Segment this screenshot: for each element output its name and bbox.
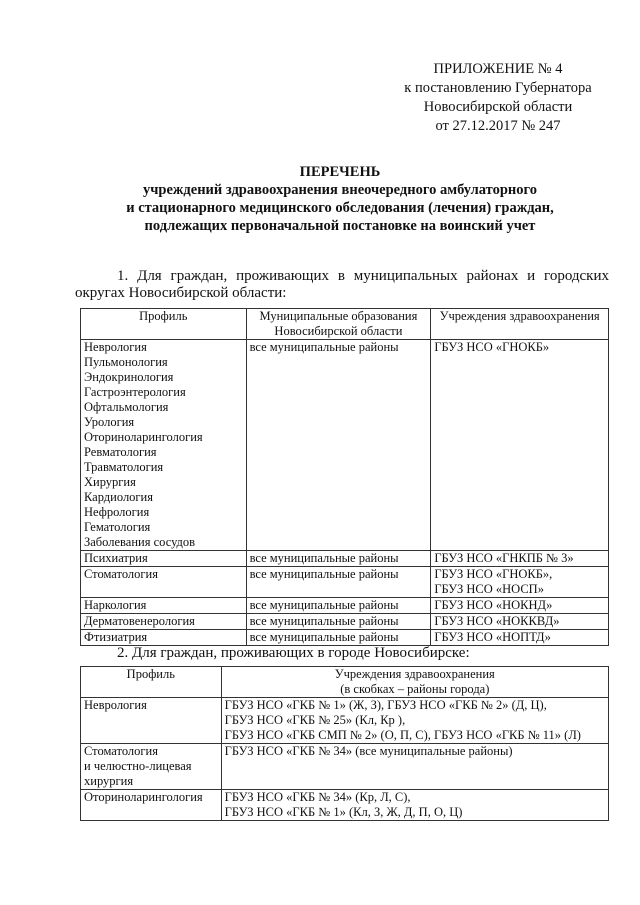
- institution-cell-line: ГБУЗ НСО «ГКБ № 1» (Ж, З), ГБУЗ НСО «ГКБ № 2» (Д, Ц),: [224, 698, 547, 712]
- profile-cell: [81, 744, 222, 790]
- profile-cell-line: и челюстно-лицевая: [84, 759, 192, 773]
- profile-cell: [81, 340, 247, 551]
- institution-cell-line: ГБУЗ НСО «НОКНД»: [434, 598, 553, 612]
- institution-cell-line: ГБУЗ НСО «ГКБ № 25» (Кл, Кр ),: [224, 713, 406, 727]
- profile-cell-line: Офтальмология: [84, 400, 169, 414]
- profile-cell-line: Фтизиатрия: [84, 630, 148, 644]
- institution-cell-line: ГБУЗ НСО «ГНКПБ № 3»: [434, 551, 574, 565]
- profile-cell-line: Урология: [84, 415, 135, 429]
- table-row: [81, 630, 609, 646]
- table-row: [81, 340, 609, 551]
- institution-cell: [221, 744, 608, 790]
- document-title: [80, 163, 600, 235]
- section1-heading-line: 1. Для граждан, проживающих в муниципальных районах и городских: [117, 268, 609, 284]
- profile-cell-line: Неврология: [84, 698, 147, 712]
- municipal-cell: все муниципальные районы: [246, 340, 431, 551]
- column-header-profile: Профиль: [81, 667, 222, 698]
- table-row: [81, 744, 609, 790]
- profile-cell-line: Травматология: [84, 460, 164, 474]
- table-row: [81, 598, 609, 614]
- table-header-row: [81, 309, 609, 340]
- regions-table: [80, 308, 609, 646]
- title-line: подлежащих первоначальной постановке на воинский учет: [144, 218, 536, 234]
- institution-cell-line: ГБУЗ НСО «НОПТД»: [434, 630, 551, 644]
- institution-cell: [431, 340, 609, 551]
- appendix-resolution: к постановлению Губернатора: [404, 80, 592, 96]
- institution-cell: [431, 567, 609, 598]
- title-line: учреждений здравоохранения внеочередного амбулаторного: [142, 182, 538, 198]
- profile-cell: [81, 698, 222, 744]
- profile-cell-line: Гастроэнтерология: [84, 385, 186, 399]
- profile-cell: [81, 551, 247, 567]
- profile-cell-line: Психиатрия: [84, 551, 148, 565]
- column-header-institution: Учреждения здравоохранения (в скобках – районы города): [221, 667, 608, 698]
- municipal-cell: все муниципальные районы: [246, 551, 431, 567]
- municipal-cell: все муниципальные районы: [246, 598, 431, 614]
- profile-cell-line: Гематология: [84, 520, 151, 534]
- appendix-header: [393, 60, 603, 136]
- table-row: [81, 614, 609, 630]
- profile-cell: [81, 614, 247, 630]
- institution-cell-line: ГБУЗ НСО «ГНОКБ»,: [434, 567, 553, 581]
- institution-cell-line: ГБУЗ НСО «ГКБ № 34» (Кр, Л, С),: [224, 790, 411, 804]
- profile-cell-line: Стоматология: [84, 744, 158, 758]
- institution-cell-line: ГБУЗ НСО «ГКБ № 34» (все муниципальные районы): [224, 744, 513, 758]
- title-line: и стационарного медицинского обследования (лечения) граждан,: [126, 200, 554, 216]
- table-row: [81, 567, 609, 598]
- profile-cell-line: Стоматология: [84, 567, 158, 581]
- profile-cell-line: Заболевания сосудов: [84, 535, 196, 549]
- section2-heading-line: 2. Для граждан, проживающих в городе Новосибирске:: [117, 645, 470, 661]
- profile-cell-line: Эндокринология: [84, 370, 174, 384]
- institution-cell: [221, 698, 608, 744]
- appendix-region: Новосибирской области: [423, 99, 573, 115]
- profile-cell-line: Кардиология: [84, 490, 153, 504]
- institution-cell: [431, 614, 609, 630]
- institution-cell-line: ГБУЗ НСО «НОККВД»: [434, 614, 560, 628]
- institution-cell-line: ГБУЗ НСО «ГКБ № 1» (Кл, З, Ж, Д, П, О, Ц): [224, 805, 463, 819]
- appendix-date: от 27.12.2017 № 247: [435, 118, 561, 134]
- profile-cell-line: Оториноларингология: [84, 430, 203, 444]
- municipal-cell: все муниципальные районы: [246, 630, 431, 646]
- table-header-row: [81, 667, 609, 698]
- profile-cell-line: Ревматология: [84, 445, 157, 459]
- institution-cell-line: ГБУЗ НСО «НОСП»: [434, 582, 544, 596]
- profile-cell-line: Нефрология: [84, 505, 150, 519]
- appendix-number: ПРИЛОЖЕНИЕ № 4: [433, 61, 563, 77]
- profile-cell-line: Пульмонология: [84, 355, 168, 369]
- institution-cell: [221, 790, 608, 821]
- profile-cell: [81, 567, 247, 598]
- institution-cell-line: ГБУЗ НСО «ГКБ СМП № 2» (О, П, С), ГБУЗ НСО «ГКБ № 11» (Л): [224, 728, 581, 742]
- city-table: [80, 666, 609, 821]
- section1-heading-line: округах Новосибирской области:: [75, 285, 287, 301]
- column-header-institution: Учреждения здравоохранения: [431, 309, 609, 340]
- institution-cell-line: ГБУЗ НСО «ГНОКБ»: [434, 340, 550, 354]
- column-header-profile: Профиль: [81, 309, 247, 340]
- profile-cell-line: Наркология: [84, 598, 147, 612]
- municipal-cell: все муниципальные районы: [246, 614, 431, 630]
- title-line: ПЕРЕЧЕНЬ: [299, 164, 381, 180]
- profile-cell: [81, 598, 247, 614]
- section1-heading: [75, 268, 609, 302]
- profile-cell-line: Неврология: [84, 340, 147, 354]
- section2-heading: [75, 645, 609, 662]
- profile-cell-line: хирургия: [84, 774, 134, 788]
- profile-cell-line: Оториноларингология: [84, 790, 203, 804]
- profile-cell-line: Дерматовенерология: [84, 614, 195, 628]
- institution-cell: [431, 630, 609, 646]
- table-row: [81, 790, 609, 821]
- institution-cell: [431, 551, 609, 567]
- table-row: [81, 551, 609, 567]
- profile-cell: [81, 790, 222, 821]
- table-row: [81, 698, 609, 744]
- institution-cell: [431, 598, 609, 614]
- column-header-municipal: Муниципальные образования Новосибирской области: [246, 309, 431, 340]
- municipal-cell: все муниципальные районы: [246, 567, 431, 598]
- profile-cell-line: Хирургия: [84, 475, 136, 489]
- profile-cell: [81, 630, 247, 646]
